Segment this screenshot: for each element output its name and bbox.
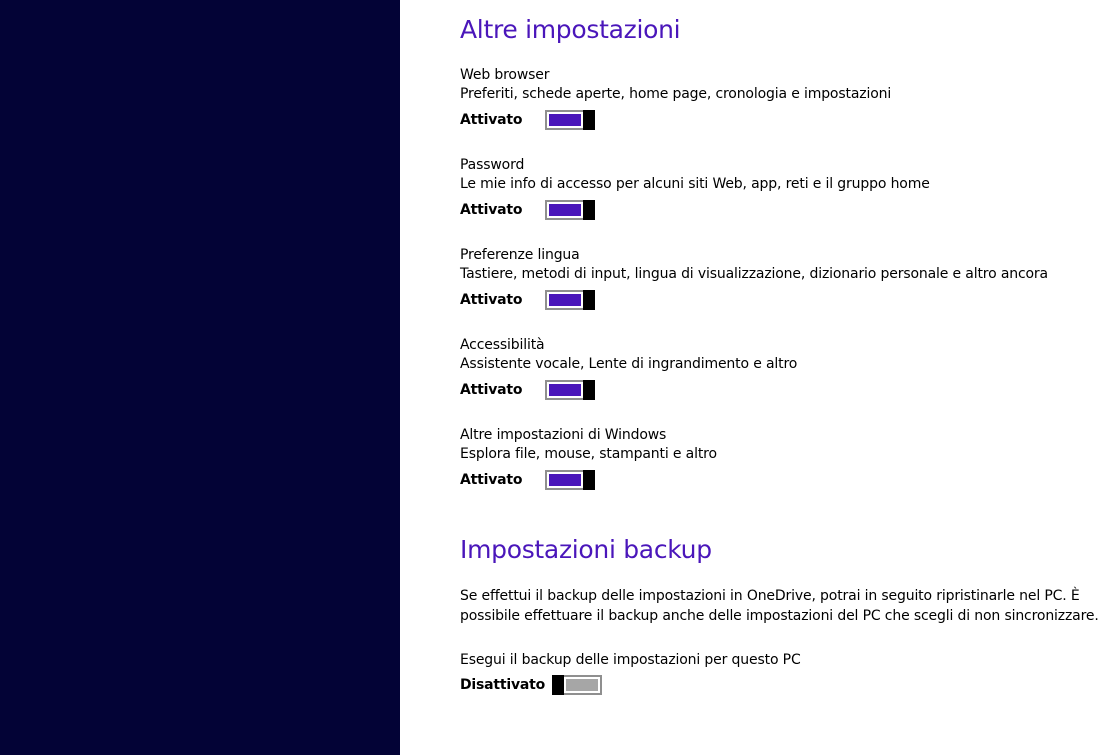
- toggle-knob[interactable]: [583, 110, 595, 130]
- setting-other-windows-settings: [460, 426, 1100, 492]
- toggle-fill: [566, 679, 598, 691]
- toggle-row: [460, 675, 1100, 697]
- toggle-fill: [549, 474, 581, 486]
- setting-description: Assistente vocale, Lente di ingrandimento e altro: [460, 356, 798, 372]
- toggle-fill: [549, 204, 581, 216]
- setting-title: Accessibilità: [460, 337, 545, 353]
- toggle-state-label: Disattivato: [460, 677, 546, 693]
- toggle-row: [460, 200, 1100, 222]
- backup-toggle-switch[interactable]: [552, 675, 602, 695]
- toggle-state-label: Attivato: [460, 472, 523, 488]
- setting-accessibility: [460, 336, 1100, 402]
- setting-title: Web browser: [460, 67, 550, 83]
- other-windows-settings-toggle-switch[interactable]: [545, 470, 595, 490]
- setting-title: Altre impostazioni di Windows: [460, 427, 667, 443]
- toggle-knob[interactable]: [583, 290, 595, 310]
- toggle-row: [460, 290, 1100, 312]
- toggle-state-label: Attivato: [460, 202, 523, 218]
- left-navigation-pane: [0, 0, 400, 755]
- toggle-knob[interactable]: [583, 380, 595, 400]
- toggle-knob[interactable]: [552, 675, 564, 695]
- password-toggle-switch[interactable]: [545, 200, 595, 220]
- toggle-state-label: Attivato: [460, 292, 523, 308]
- toggle-row: [460, 380, 1100, 402]
- toggle-row: [460, 110, 1100, 132]
- setting-backup-pc: [460, 651, 1100, 697]
- toggle-fill: [549, 384, 581, 396]
- setting-description: Le mie info di accesso per alcuni siti Web, app, reti e il gruppo home: [460, 176, 930, 192]
- setting-title: Esegui il backup delle impostazioni per questo PC: [460, 652, 801, 668]
- toggle-knob[interactable]: [583, 200, 595, 220]
- toggle-knob[interactable]: [583, 470, 595, 490]
- setting-language-preferences: [460, 246, 1100, 312]
- toggle-state-label: Attivato: [460, 112, 523, 128]
- backup-settings-heading: Impostazioni backup: [460, 535, 712, 564]
- backup-description-line: Se effettui il backup delle impostazioni in OneDrive, potrai in seguito ripristinarle nel PC. È: [460, 588, 1080, 604]
- accessibility-toggle-switch[interactable]: [545, 380, 595, 400]
- toggle-fill: [549, 294, 581, 306]
- backup-description: [460, 586, 1100, 626]
- setting-title: Preferenze lingua: [460, 247, 580, 263]
- toggle-fill: [549, 114, 581, 126]
- toggle-state-label: Attivato: [460, 382, 523, 398]
- setting-description: Tastiere, metodi di input, lingua di visualizzazione, dizionario personale e altro ancora: [460, 266, 1048, 282]
- setting-description: Preferiti, schede aperte, home page, cronologia e impostazioni: [460, 86, 892, 102]
- setting-description: Esplora file, mouse, stampanti e altro: [460, 446, 717, 462]
- web-browser-toggle-switch[interactable]: [545, 110, 595, 130]
- setting-title: Password: [460, 157, 525, 173]
- other-settings-heading: Altre impostazioni: [460, 15, 681, 44]
- toggle-row: [460, 470, 1100, 492]
- settings-content: [460, 0, 1100, 755]
- setting-web-browser: [460, 66, 1100, 132]
- backup-description-line: possibile effettuare il backup anche delle impostazioni del PC che scegli di non sincronizzare.: [460, 608, 1099, 624]
- setting-password: [460, 156, 1100, 222]
- language-preferences-toggle-switch[interactable]: [545, 290, 595, 310]
